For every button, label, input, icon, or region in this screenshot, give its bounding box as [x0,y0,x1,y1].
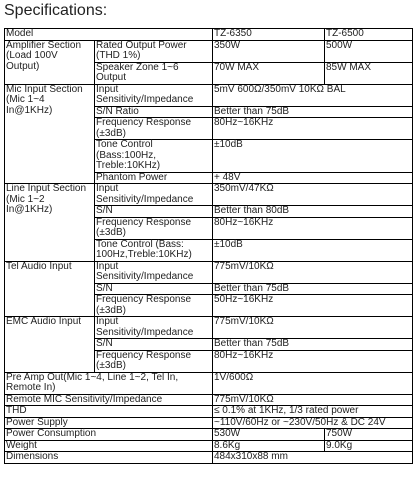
row-label: Phantom Power [95,172,213,184]
thd-value: ≤ 0.1% at 1KHz, 1/3 rated power [213,406,413,418]
preamp-label: Pre Amp Out(Mic 1~4, Line 1~2, Tel In, Remote In) [5,372,213,394]
row-label: S/N [95,206,213,218]
row-label: Tone Control (Bass:100Hz, Treble:10KHz) [95,140,213,173]
weight-6500: 9.0Kg [325,440,413,452]
weight-label: Weight [5,440,213,452]
emc-section-label: EMC Audio Input [5,317,95,373]
table-row [5,394,413,406]
table-row [5,440,413,452]
page-title: Specifications: [4,2,108,19]
remote-mic-label: Remote MIC Sensitivity/Impedance [5,394,213,406]
row-label: S/N [95,339,213,351]
speaker-zone-label: Speaker Zone 1~6 Output [95,62,213,84]
row-label: Input Sensitivity/Impedance [95,261,213,283]
row-label: Input Sensitivity/Impedance [95,84,213,106]
line-section-label: Line Input Section (Mic 1~2 In@1KHz) [5,184,95,262]
dimensions-value: 484x310x88 mm [213,452,413,464]
weight-6350: 8.6Kg [213,440,325,452]
row-label: S/N [95,283,213,295]
header-tz-6500: TZ-6500 [325,29,413,41]
power-consumption-6500: 750W [325,429,413,441]
amplifier-section-label: Amplifier Section (Load 100V Output) [5,40,95,84]
rated-output-label: Rated Output Power (THD 1%) [95,40,213,62]
power-supply-label: Power Supply [5,417,213,429]
preamp-value: 1V/600Ω [213,372,413,394]
row-label: Frequency Response (±3dB) [95,295,213,317]
dimensions-label: Dimensions [5,452,213,464]
table-row [5,40,413,62]
table-row [5,84,413,106]
row-value: Better than 75dB [213,106,413,118]
header-tz-6350: TZ-6350 [213,29,325,41]
table-row [5,452,413,464]
row-value: + 48V [213,172,413,184]
thd-label: THD [5,406,213,418]
row-label: Frequency Response (±3dB) [95,350,213,372]
table-header-row [5,29,413,41]
power-consumption-6350: 530W [213,429,325,441]
mic-section-label: Mic Input Section (Mic 1~4 In@1KHz) [5,84,95,184]
table-row [5,372,413,394]
speaker-zone-6500: 85W MAX [325,62,413,84]
row-label: Frequency Response (±3dB) [95,118,213,140]
row-value: 775mV/10KΩ [213,317,413,339]
table-row [5,317,413,339]
table-row [5,417,413,429]
table-row [5,261,413,283]
row-label: Tone Control (Bass: 100Hz,Treble:10KHz) [95,239,213,261]
row-label: Frequency Response (±3dB) [95,217,213,239]
remote-mic-value: 775mV/10KΩ [213,394,413,406]
row-value: 80Hz~16KHz [213,118,413,140]
speaker-zone-6350: 70W MAX [213,62,325,84]
row-value: Better than 75dB [213,283,413,295]
specifications-table [4,28,413,464]
row-value: Better than 80dB [213,206,413,218]
row-value: 80Hz~16KHz [213,350,413,372]
table-row [5,406,413,418]
row-label: Input Sensitivity/Impedance [95,184,213,206]
row-value: Better than 75dB [213,339,413,351]
power-consumption-label: Power Consumption [5,429,213,441]
rated-output-6350: 350W [213,40,325,62]
row-label: Input Sensitivity/Impedance [95,317,213,339]
row-value: ±10dB [213,140,413,173]
row-label: S/N Ratio [95,106,213,118]
power-supply-value: ~110V/60Hz or ~230V/50Hz & DC 24V [213,417,413,429]
row-value: ±10dB [213,239,413,261]
header-model: Model [5,29,213,41]
tel-section-label: Tel Audio Input [5,261,95,317]
row-value: 350mV/47KΩ [213,184,413,206]
rated-output-6500: 500W [325,40,413,62]
table-row [5,429,413,441]
row-value: 50Hz~16KHz [213,295,413,317]
row-value: 775mV/10KΩ [213,261,413,283]
row-value: 5mV 600Ω/350mV 10KΩ BAL [213,84,413,106]
table-row [5,184,413,206]
row-value: 80Hz~16KHz [213,217,413,239]
